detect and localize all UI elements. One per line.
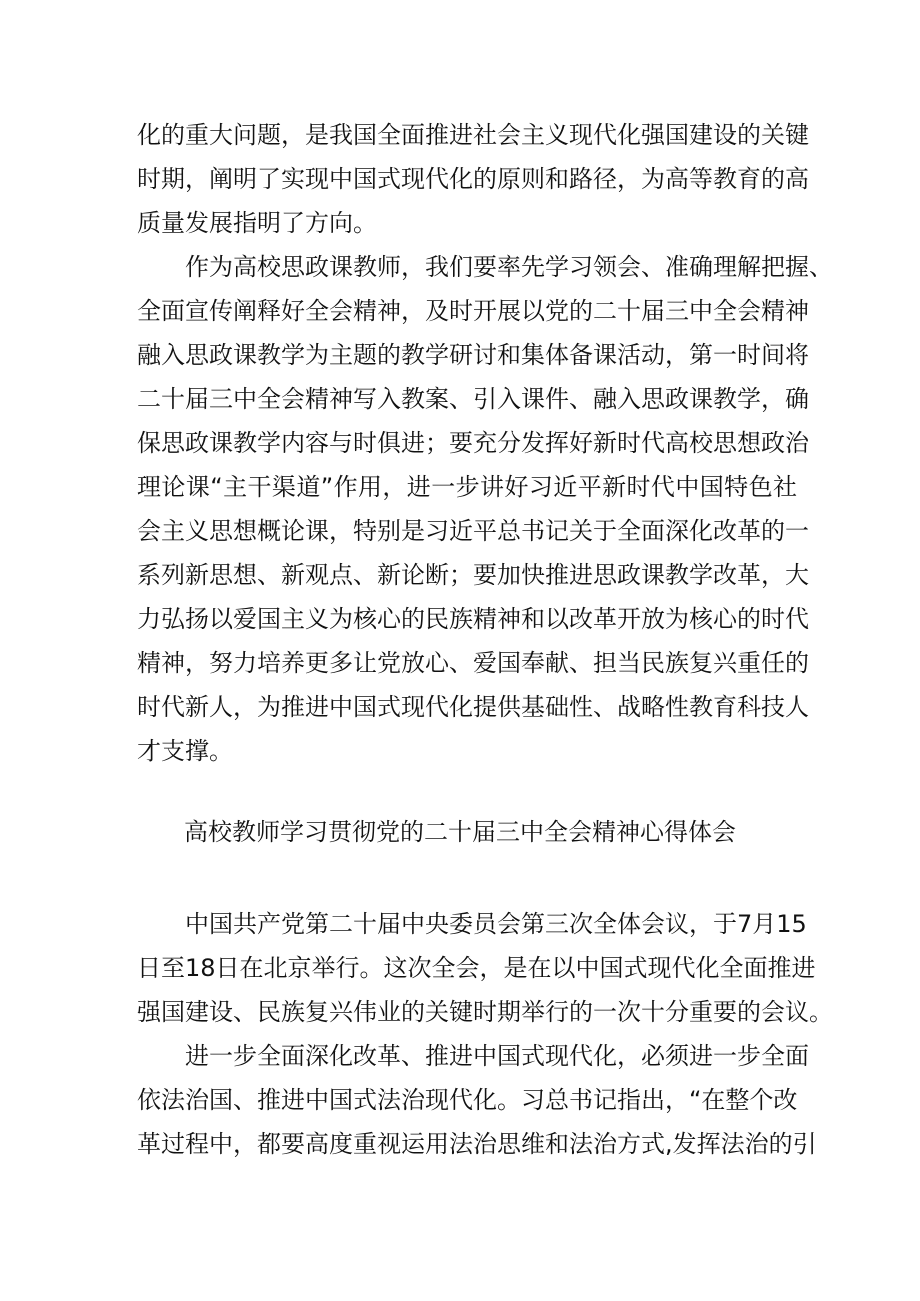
body-text-line: 保思政课教学内容与时俱进；要充分发挥好新时代高校思想政治 (137, 429, 809, 457)
body-text-line: 进一步全面深化改革、推进中国式现代化，必须进一步全面 (185, 1042, 809, 1070)
body-text-line: 日至18日在北京举行。这次全会，是在以中国式现代化全面推进 (137, 954, 816, 982)
body-text-line: 才支撑。 (137, 737, 233, 765)
body-text-line: 精神，努力培养更多让党放心、爱国奉献、担当民族复兴重任的 (137, 649, 809, 677)
body-text-line: 中国共产党第二十届中央委员会第三次全体会议，于7月15 (185, 910, 807, 938)
article-title: 高校教师学习贯彻党的二十届三中全会精神心得体会 (184, 818, 736, 846)
body-text-line: 化的重大问题，是我国全面推进社会主义现代化强国建设的关键 (137, 121, 809, 149)
body-text-line: 依法治国、推进中国式法治现代化。习总书记指出，“在整个改 (137, 1086, 798, 1114)
body-text-line: 力弘扬以爱国主义为核心的民族精神和以改革开放为核心的时代 (137, 605, 809, 633)
body-text-line: 时代新人，为推进中国式现代化提供基础性、战略性教育科技人 (137, 693, 809, 721)
body-text-line: 融入思政课教学为主题的教学研讨和集体备课活动，第一时间将 (137, 341, 809, 369)
body-text-line: 系列新思想、新观点、新论断；要加快推进思政课教学改革，大 (137, 561, 809, 589)
body-text-line: 强国建设、民族复兴伟业的关键时期举行的一次十分重要的会议。 (137, 998, 833, 1026)
body-text-line: 作为高校思政课教师，我们要率先学习领会、准确理解把握、 (185, 253, 833, 281)
body-text-line: 二十届三中全会精神写入教案、引入课件、融入思政课教学，确 (137, 385, 809, 413)
body-text-line: 理论课“主干渠道”作用，进一步讲好习近平新时代中国特色社 (137, 473, 797, 501)
body-text-line: 质量发展指明了方向。 (137, 209, 377, 237)
body-text-line: 会主义思想概论课，特别是习近平总书记关于全面深化改革的一 (137, 517, 809, 545)
body-text-line: 时期，阐明了实现中国式现代化的原则和路径，为高等教育的高 (137, 165, 809, 193)
body-text-line: 革过程中，都要高度重视运用法治思维和法治方式,发挥法治的引 (137, 1130, 817, 1158)
body-text-line: 全面宣传阐释好全会精神，及时开展以党的二十届三中全会精神 (137, 297, 809, 325)
